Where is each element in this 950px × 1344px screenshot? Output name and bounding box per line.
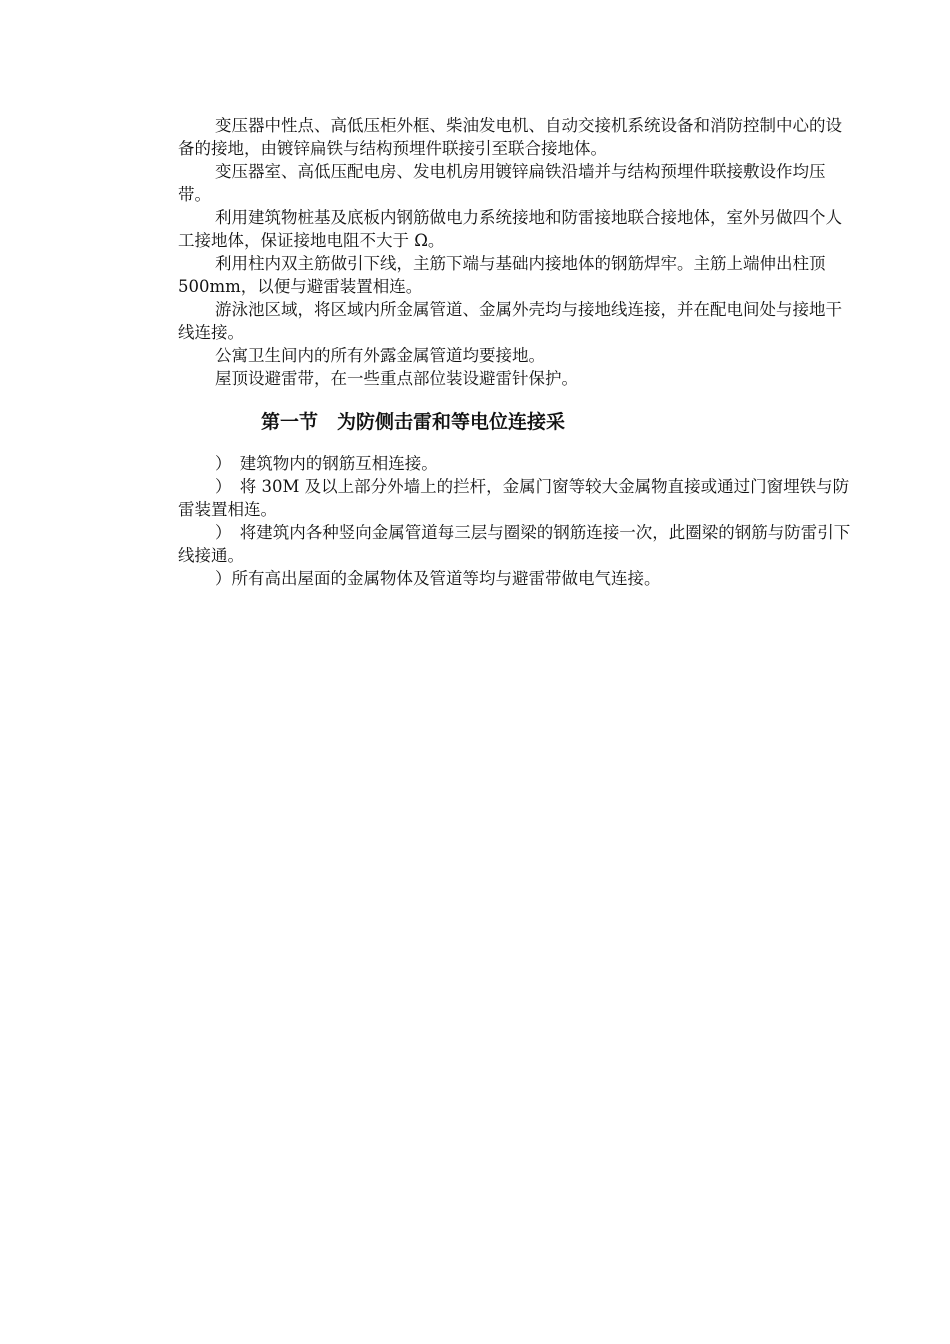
paragraph-equalizing-strip: 变压器室、高低压配电房、发电机房用镀锌扁铁沿墙并与结构预埋件联接敷设作均压带。: [178, 162, 826, 204]
section-heading: 第一节 为防侧击雷和等电位连接采: [261, 411, 566, 433]
paragraph-transformer-grounding: 变压器中性点、高低压柜外框、柴油发电机、自动交接机系统设备和消防控制中心的设备的接地，由镀锌扁铁与结构预埋件联接引至联合接地体。: [178, 116, 842, 158]
list-item: ）所有高出屋面的金属物体及管道等均与避雷带做电气连接。: [215, 569, 661, 588]
paragraph-bathroom-pipes: 公寓卫生间内的所有外露金属管道均要接地。: [215, 346, 545, 365]
paragraph-down-conductor: 利用柱内双主筋做引下线，主筋下端与基础内接地体的钢筋焊牢。主筋上端伸出柱顶500mm，以便与避雷装置相连。: [178, 254, 826, 296]
list-item: ） 建筑物内的钢筋互相连接。: [215, 454, 438, 473]
document-page: [178, 114, 858, 590]
list-item: ） 将 30M 及以上部分外墙上的拦杆，金属门窗等较大金属物直接或通过门窗埋铁与防雷装置相连。: [178, 477, 850, 519]
list-item: ） 将建筑内各种竖向金属管道每三层与圈梁的钢筋连接一次，此圈梁的钢筋与防雷引下线接通。: [178, 523, 851, 565]
paragraph-swimming-pool: 游泳池区域，将区域内所金属管道、金属外壳均与接地线连接，并在配电间处与接地干线连接。: [178, 300, 842, 342]
paragraph-foundation-grounding: 利用建筑物桩基及底板内钢筋做电力系统接地和防雷接地联合接地体，室外另做四个人工接地体，保证接地电阻不大于 Ω。: [178, 208, 842, 250]
paragraph-roof-lightning: 屋顶设避雷带，在一些重点部位装设避雷针保护。: [215, 369, 578, 388]
